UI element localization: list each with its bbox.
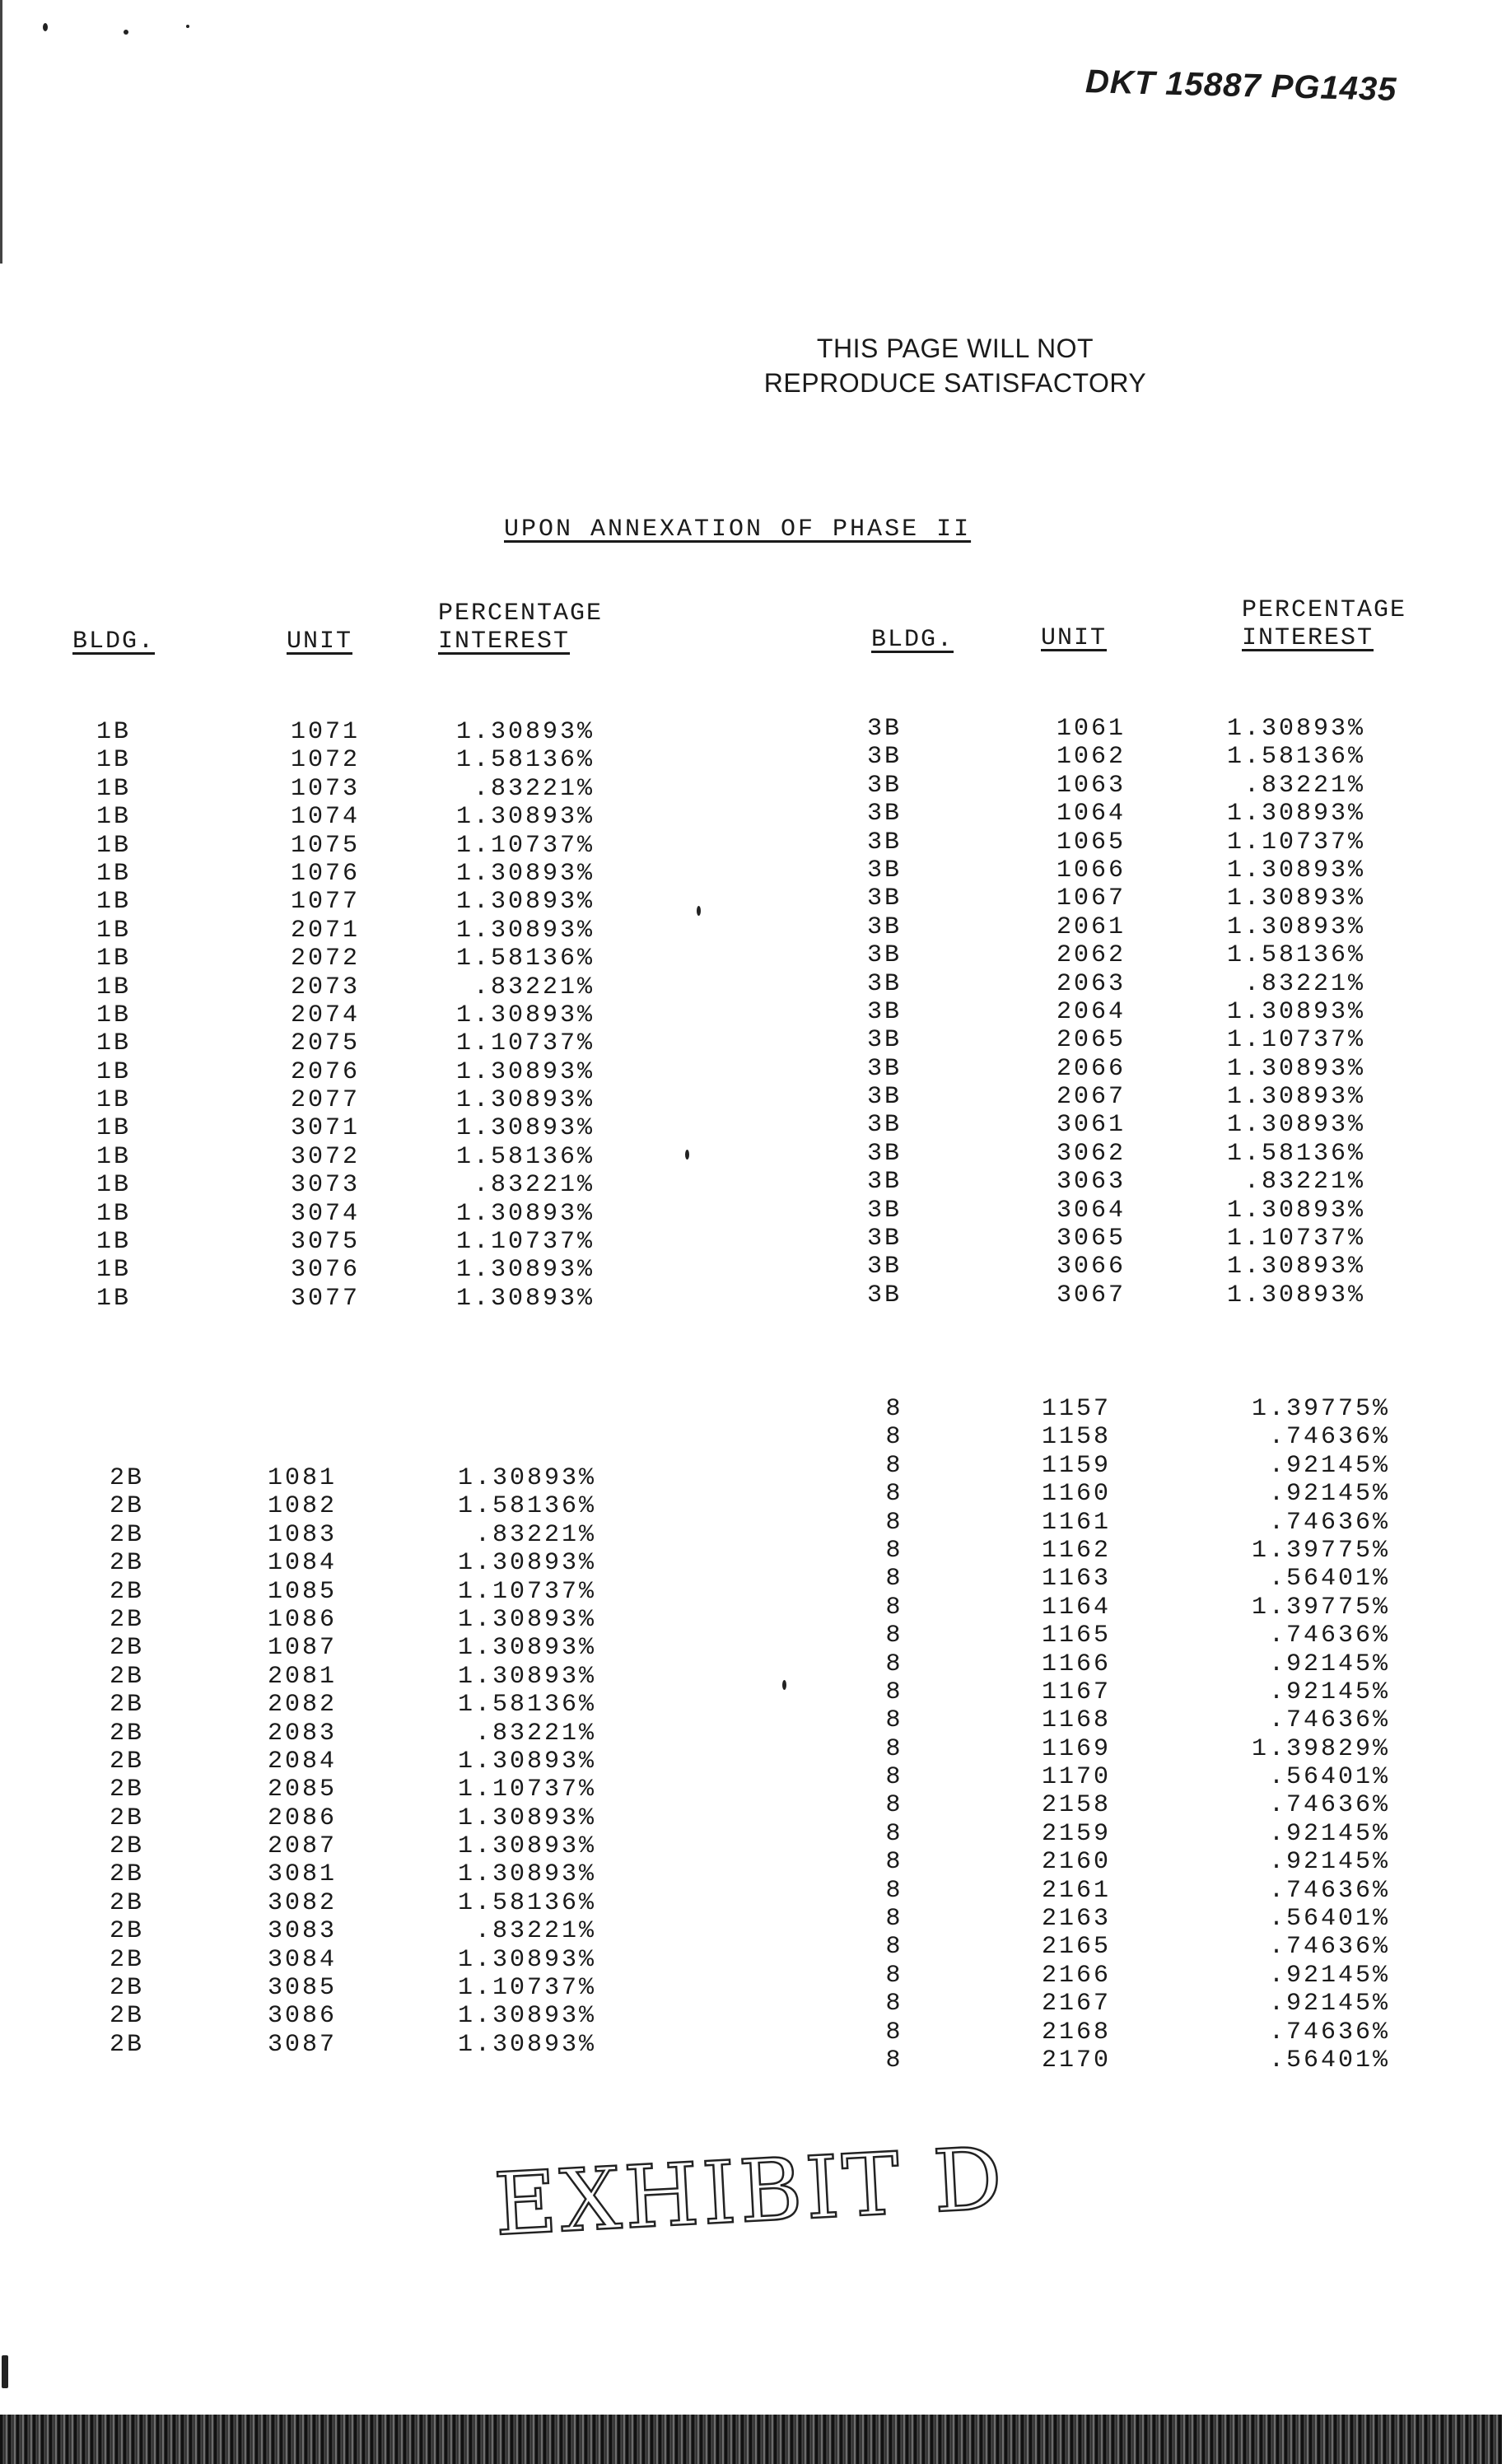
table-2b-bldg-cell: 2B	[109, 1945, 144, 1974]
table-8-percentage-cell: .92145%	[1268, 1819, 1390, 1848]
table-1b-unit-cell: 1077	[290, 888, 360, 917]
scan-speck	[43, 23, 48, 31]
table-1b-percentage-cell: 1.10737%	[455, 831, 595, 860]
table-2b-percentage-cell: 1.30893%	[457, 1832, 596, 1861]
table-2b-unit-cell: 1087	[267, 1634, 337, 1663]
table-3b-percentage-cell: 1.10737%	[1226, 1225, 1365, 1253]
table-3b-bldg-cell: 3B	[866, 1168, 902, 1197]
table-1b-unit-cell: 3077	[290, 1284, 360, 1313]
table-3b-unit-cell: 1065	[1056, 828, 1126, 856]
table-3b-bldg-cell: 3B	[866, 1196, 902, 1225]
table-3b-percentage-cell: 1.30893%	[1226, 997, 1365, 1026]
table-8-unit-cell: 1160	[1041, 1480, 1111, 1509]
table-1b-unit-cell: 1076	[290, 859, 360, 888]
table-8-percentage-cell: .74636%	[1268, 1706, 1390, 1735]
table-1b-unit-cell: 2072	[290, 945, 360, 973]
table-1b-unit-cell: 3076	[290, 1256, 360, 1285]
table-2b-unit-cell: 1082	[267, 1492, 337, 1521]
table-3b-bldg-cell: 3B	[866, 743, 902, 772]
table-1b-unit-cell: 3075	[290, 1228, 360, 1257]
table-1b-unit-cell: 2076	[290, 1057, 360, 1086]
table-1b-unit-cell: 1071	[290, 718, 360, 746]
table-2b-percentage-cell: 1.30893%	[457, 1549, 596, 1578]
table-8-unit-cell: 2167	[1041, 1990, 1111, 2018]
table-2b-bldg-cell: 2B	[109, 1804, 144, 1832]
table-8-percentage-cell: .56401%	[1268, 1565, 1390, 1594]
table-2b-unit-cell: 1084	[267, 1549, 337, 1578]
table-2b-percentage-cell: 1.30893%	[457, 1634, 596, 1663]
table-1b-percentage-cell: 1.30893%	[455, 859, 595, 888]
table-8-percentage-cell: .92145%	[1268, 1990, 1390, 2018]
table-1b-unit-cell: 1073	[290, 774, 360, 803]
page-title: UPON ANNEXATION OF PHASE II	[504, 516, 972, 544]
table-8-percentage-cell: .74636%	[1268, 2018, 1390, 2046]
table-8-bldg-cell: 8	[885, 1990, 903, 2018]
table-3b-bldg-cell: 3B	[866, 800, 902, 828]
table-1b-bldg-cell: 1B	[96, 973, 131, 1001]
table-8-percentage-cell: .92145%	[1268, 1650, 1390, 1678]
table-1b-bldg-cell: 1B	[96, 1171, 131, 1200]
table-8-percentage-cell: .74636%	[1268, 1933, 1390, 1962]
table-2b-percentage-cell: 1.10737%	[457, 1974, 596, 2003]
table-2b-bldg-cell: 2B	[109, 1605, 144, 1634]
table-8-percentage-cell: .92145%	[1268, 1451, 1390, 1480]
table-3b-percentage-column	[1194, 715, 1365, 1309]
table-1b-percentage-cell: 1.58136%	[455, 945, 595, 973]
table-8-bldg-cell: 8	[885, 1650, 903, 1678]
table-8-percentage-cell: 1.39775%	[1251, 1593, 1390, 1622]
table-8-unit-cell: 1167	[1041, 1678, 1111, 1706]
table-3b-percentage-cell: 1.30893%	[1226, 800, 1365, 828]
table-8-unit-cell: 2165	[1041, 1933, 1111, 1962]
table-3b-percentage-cell: 1.30893%	[1226, 1281, 1365, 1309]
table-2b-percentage-cell: .83221%	[474, 1719, 596, 1748]
table-2b-unit-cell: 2082	[267, 1691, 337, 1720]
table-3b-unit-cell: 2061	[1056, 912, 1126, 941]
table-8-unit-cell: 2160	[1041, 1848, 1111, 1877]
table-8-unit-cell: 2159	[1041, 1819, 1111, 1848]
table-8-percentage-cell: .92145%	[1268, 1480, 1390, 1509]
table-1b-unit-column	[280, 718, 371, 1313]
table-2b-percentage-cell: .83221%	[474, 1917, 596, 1946]
header-bldg-right: BLDG.	[871, 626, 954, 654]
table-3b-bldg-cell: 3B	[866, 1225, 902, 1253]
table-2b-bldg-cell: 2B	[109, 1662, 144, 1691]
table-3b-bldg-column	[851, 715, 917, 1309]
table-8-percentage-cell: .74636%	[1268, 1791, 1390, 1820]
table-8-bldg-cell: 8	[885, 1933, 903, 1962]
table-2b-percentage-cell: 1.58136%	[457, 1492, 596, 1521]
table-2b-percentage-cell: 1.30893%	[457, 1945, 596, 1974]
table-1b-bldg-cell: 1B	[96, 1284, 131, 1313]
table-1b-bldg-cell: 1B	[96, 1256, 131, 1285]
table-3b-percentage-cell: 1.58136%	[1226, 743, 1365, 772]
table-8-percentage-cell: .56401%	[1268, 1763, 1390, 1792]
table-1b-unit-cell: 2074	[290, 1001, 360, 1029]
table-8-percentage-cell: .92145%	[1268, 1678, 1390, 1706]
table-1b-percentage-cell: 1.30893%	[455, 1057, 595, 1086]
table-8-bldg-cell: 8	[885, 1423, 903, 1452]
table-3b-unit-cell: 3067	[1056, 1281, 1126, 1309]
table-2b-unit-column	[257, 1464, 348, 2059]
table-2b-unit-cell: 3086	[267, 2002, 337, 2031]
table-8-bldg-cell: 8	[885, 2046, 903, 2074]
table-2b-percentage-cell: 1.30893%	[457, 1605, 596, 1634]
table-1b-percentage-cell: 1.30893%	[455, 1284, 595, 1313]
header-bldg-left: BLDG.	[72, 628, 156, 656]
table-2b-bldg-cell: 2B	[109, 1577, 144, 1606]
table-8-bldg-cell: 8	[885, 1622, 903, 1650]
table-1b-bldg-cell: 1B	[96, 1086, 131, 1115]
table-2b-bldg-cell: 2B	[109, 1974, 144, 2003]
table-2b-percentage-cell: 1.58136%	[457, 1888, 596, 1917]
table-8-percentage-column	[1196, 1395, 1390, 2074]
table-1b-bldg-cell: 1B	[96, 1029, 131, 1058]
table-8-bldg-cell: 8	[885, 1734, 903, 1763]
table-3b-bldg-cell: 3B	[866, 1111, 902, 1140]
table-2b-unit-cell: 2084	[267, 1747, 337, 1776]
table-1b-percentage-cell: 1.30893%	[455, 888, 595, 917]
table-3b-unit-cell: 2067	[1056, 1083, 1126, 1112]
table-1b-percentage-cell: 1.30893%	[455, 1114, 595, 1143]
table-2b-unit-cell: 2083	[267, 1719, 337, 1748]
table-8-bldg-cell: 8	[885, 1876, 903, 1905]
table-1b-unit-cell: 1072	[290, 746, 360, 775]
table-2b-percentage-cell: .83221%	[474, 1520, 596, 1549]
table-3b-bldg-cell: 3B	[866, 912, 902, 941]
table-3b-percentage-cell: 1.58136%	[1226, 1139, 1365, 1168]
table-8-unit-cell: 2170	[1041, 2046, 1111, 2074]
table-8-bldg-cell: 8	[885, 1763, 903, 1792]
table-8-unit-cell: 1159	[1041, 1451, 1111, 1480]
table-3b-bldg-cell: 3B	[866, 715, 902, 743]
table-3b-unit-cell: 2063	[1056, 969, 1126, 998]
table-1b-unit-cell: 3073	[290, 1171, 360, 1200]
table-3b-unit-cell: 3062	[1056, 1139, 1126, 1168]
table-8-bldg-cell: 8	[885, 1395, 903, 1423]
table-2b-bldg-cell: 2B	[109, 1917, 144, 1946]
table-3b-bldg-cell: 3B	[866, 1083, 902, 1112]
table-2b-bldg-cell: 2B	[109, 2030, 144, 2059]
docket-page-number: DKT 15887 PG1435	[1085, 63, 1397, 108]
scan-speck	[685, 1150, 689, 1160]
table-8-unit-cell: 1166	[1041, 1650, 1111, 1678]
table-8-percentage-cell: .92145%	[1268, 1848, 1390, 1877]
reproduction-notice	[741, 331, 1169, 400]
table-8-unit-cell: 1161	[1041, 1508, 1111, 1537]
table-1b-bldg-cell: 1B	[96, 803, 131, 832]
table-8-percentage-cell: .74636%	[1268, 1622, 1390, 1650]
table-3b-unit-cell: 1067	[1056, 884, 1126, 913]
table-1b-percentage-cell: .83221%	[473, 774, 595, 803]
table-2b-unit-cell: 3084	[267, 1945, 337, 1974]
table-2b-bldg-cell: 2B	[109, 1634, 144, 1663]
table-8-percentage-cell: 1.39775%	[1251, 1395, 1390, 1423]
table-1b-percentage-cell: .83221%	[473, 1171, 595, 1200]
table-3b-unit-cell: 3066	[1056, 1253, 1126, 1281]
table-3b-bldg-cell: 3B	[866, 997, 902, 1026]
table-1b-bldg-cell: 1B	[96, 831, 131, 860]
table-2b-bldg-cell: 2B	[109, 1464, 144, 1492]
table-1b-unit-cell: 2077	[290, 1086, 360, 1115]
table-3b-bldg-cell: 3B	[866, 771, 902, 800]
table-8-bldg-cell: 8	[885, 1905, 903, 1934]
table-8-bldg-cell: 8	[885, 1848, 903, 1877]
notice-line-1: THIS PAGE WILL NOT	[816, 334, 1094, 363]
table-3b-bldg-cell: 3B	[866, 828, 902, 856]
table-8-percentage-cell: .74636%	[1268, 1508, 1390, 1537]
table-2b-unit-cell: 2087	[267, 1832, 337, 1861]
table-8-bldg-cell: 8	[885, 1536, 903, 1565]
notice-line-2: REPRODUCE SATISFACTORY	[763, 368, 1147, 398]
table-1b-unit-cell: 2073	[290, 973, 360, 1001]
table-2b-percentage-cell: 1.30893%	[457, 2002, 596, 2031]
table-8-unit-cell: 1165	[1041, 1622, 1111, 1650]
table-2b-unit-cell: 3082	[267, 1888, 337, 1917]
table-2b-bldg-cell: 2B	[109, 1549, 144, 1578]
scan-noise-bar	[0, 2415, 1502, 2464]
table-8-percentage-cell: .56401%	[1268, 1905, 1390, 1934]
header-percentage-right: PERCENTAGE INTEREST	[1242, 596, 1407, 652]
table-3b-unit-cell: 3064	[1056, 1196, 1126, 1225]
table-1b-percentage-cell: .83221%	[473, 973, 595, 1001]
table-2b-percentage-cell: 1.30893%	[457, 2030, 596, 2059]
table-2b-percentage-cell: 1.30893%	[457, 1804, 596, 1832]
table-2b-percentage-cell: 1.10737%	[457, 1577, 596, 1606]
table-3b-unit-cell: 3063	[1056, 1168, 1126, 1197]
table-1b-bldg-column	[81, 718, 147, 1313]
table-8-unit-cell: 2166	[1041, 1961, 1111, 1990]
table-1b-percentage-cell: 1.30893%	[455, 916, 595, 945]
table-2b-bldg-column	[94, 1464, 160, 2059]
table-3b-bldg-cell: 3B	[866, 884, 902, 913]
table-2b-percentage-cell: 1.30893%	[457, 1860, 596, 1889]
table-8-unit-cell: 2168	[1041, 2018, 1111, 2046]
table-3b-percentage-cell: 1.58136%	[1226, 941, 1365, 970]
table-1b-percentage-cell: 1.58136%	[455, 1142, 595, 1171]
table-1b-percentage-cell: 1.30893%	[455, 803, 595, 832]
table-2b-unit-cell: 3081	[267, 1860, 337, 1889]
scan-speck	[697, 906, 701, 916]
table-2b-percentage-cell: 1.58136%	[457, 1691, 596, 1720]
table-2b-percentage-cell: 1.30893%	[457, 1464, 596, 1492]
table-2b-bldg-cell: 2B	[109, 1492, 144, 1521]
table-1b-unit-cell: 1074	[290, 803, 360, 832]
table-1b-unit-cell: 3074	[290, 1199, 360, 1228]
table-1b-bldg-cell: 1B	[96, 888, 131, 917]
table-8-unit-cell: 1162	[1041, 1536, 1111, 1565]
table-3b-percentage-cell: .83221%	[1243, 969, 1365, 998]
table-3b-unit-cell: 1066	[1056, 856, 1126, 884]
table-3b-bldg-cell: 3B	[866, 856, 902, 884]
table-1b-percentage-cell: 1.10737%	[455, 1029, 595, 1058]
table-8-percentage-cell: 1.39775%	[1251, 1536, 1390, 1565]
table-1b-percentage-cell: 1.30893%	[455, 1199, 595, 1228]
table-8-unit-cell: 1168	[1041, 1706, 1111, 1735]
scan-speck	[2, 2355, 8, 2388]
table-2b-unit-cell: 2081	[267, 1662, 337, 1691]
table-1b-bldg-cell: 1B	[96, 859, 131, 888]
table-8-unit-cell: 2163	[1041, 1905, 1111, 1934]
table-1b-percentage-cell: 1.58136%	[455, 746, 595, 775]
table-2b-bldg-cell: 2B	[109, 1520, 144, 1549]
table-8-unit-cell: 1163	[1041, 1565, 1111, 1594]
table-1b-bldg-cell: 1B	[96, 1001, 131, 1029]
table-2b-bldg-cell: 2B	[109, 1719, 144, 1748]
table-1b-percentage-cell: 1.30893%	[455, 1256, 595, 1285]
table-8-bldg-cell: 8	[885, 1961, 903, 1990]
table-2b-bldg-cell: 2B	[109, 1747, 144, 1776]
table-8-unit-cell: 1170	[1041, 1763, 1111, 1792]
table-1b-percentage-cell: 1.30893%	[455, 1086, 595, 1115]
table-8-bldg-cell: 8	[885, 1508, 903, 1537]
table-1b-bldg-cell: 1B	[96, 1114, 131, 1143]
table-3b-percentage-cell: 1.30893%	[1226, 884, 1365, 913]
table-2b-bldg-cell: 2B	[109, 1832, 144, 1861]
table-3b-percentage-cell: 1.30893%	[1226, 912, 1365, 941]
table-1b-unit-cell: 2071	[290, 916, 360, 945]
table-3b-bldg-cell: 3B	[866, 941, 902, 970]
table-8-bldg-cell: 8	[885, 1791, 903, 1820]
table-3b-percentage-cell: 1.10737%	[1226, 1026, 1365, 1055]
table-3b-unit-cell: 3065	[1056, 1225, 1126, 1253]
table-2b-unit-cell: 3083	[267, 1917, 337, 1946]
table-2b-unit-cell: 2086	[267, 1804, 337, 1832]
table-8-percentage-cell: 1.39829%	[1251, 1734, 1390, 1763]
table-1b-percentage-column	[430, 718, 595, 1313]
table-8-bldg-cell: 8	[885, 1480, 903, 1509]
table-1b-bldg-cell: 1B	[96, 1199, 131, 1228]
table-8-percentage-cell: .92145%	[1268, 1961, 1390, 1990]
table-3b-bldg-cell: 3B	[866, 1139, 902, 1168]
table-1b-bldg-cell: 1B	[96, 945, 131, 973]
header-unit-right: UNIT	[1041, 624, 1108, 652]
table-1b-unit-cell: 3072	[290, 1142, 360, 1171]
table-8-unit-cell: 2158	[1041, 1791, 1111, 1820]
table-1b-unit-cell: 3071	[290, 1114, 360, 1143]
table-1b-unit-cell: 1075	[290, 831, 360, 860]
table-8-unit-column	[1031, 1395, 1122, 2074]
table-2b-unit-cell: 1081	[267, 1464, 337, 1492]
table-3b-unit-cell: 1062	[1056, 743, 1126, 772]
table-2b-bldg-cell: 2B	[109, 1860, 144, 1889]
table-1b-bldg-cell: 1B	[96, 718, 131, 746]
table-8-percentage-cell: .56401%	[1268, 2046, 1390, 2074]
table-3b-unit-column	[1046, 715, 1136, 1309]
table-8-bldg-cell: 8	[885, 1706, 903, 1735]
table-2b-bldg-cell: 2B	[109, 1888, 144, 1917]
table-3b-percentage-cell: 1.30893%	[1226, 715, 1365, 743]
table-1b-percentage-cell: 1.30893%	[455, 718, 595, 746]
table-3b-unit-cell: 1063	[1056, 771, 1126, 800]
table-8-unit-cell: 1158	[1041, 1423, 1111, 1452]
table-1b-unit-cell: 2075	[290, 1029, 360, 1058]
table-3b-bldg-cell: 3B	[866, 1281, 902, 1309]
table-1b-bldg-cell: 1B	[96, 774, 131, 803]
table-3b-unit-cell: 1064	[1056, 800, 1126, 828]
table-8-bldg-column	[871, 1395, 917, 2074]
header-unit-left: UNIT	[287, 628, 353, 656]
table-2b-unit-cell: 1086	[267, 1605, 337, 1634]
table-8-bldg-cell: 8	[885, 1678, 903, 1706]
table-3b-unit-cell: 2064	[1056, 997, 1126, 1026]
table-3b-percentage-cell: 1.10737%	[1226, 828, 1365, 856]
table-2b-bldg-cell: 2B	[109, 2002, 144, 2031]
table-3b-percentage-cell: .83221%	[1243, 1168, 1365, 1197]
table-1b-bldg-cell: 1B	[96, 1142, 131, 1171]
table-3b-percentage-cell: 1.30893%	[1226, 856, 1365, 884]
table-3b-bldg-cell: 3B	[866, 1054, 902, 1083]
table-8-bldg-cell: 8	[885, 1819, 903, 1848]
table-8-percentage-cell: .74636%	[1268, 1876, 1390, 1905]
table-3b-bldg-cell: 3B	[866, 969, 902, 998]
scan-speck	[186, 25, 189, 28]
table-8-unit-cell: 1169	[1041, 1734, 1111, 1763]
scan-speck	[124, 30, 128, 35]
table-3b-bldg-cell: 3B	[866, 1253, 902, 1281]
table-3b-unit-cell: 2066	[1056, 1054, 1126, 1083]
table-8-unit-cell: 1157	[1041, 1395, 1111, 1423]
table-1b-bldg-cell: 1B	[96, 746, 131, 775]
table-2b-unit-cell: 1083	[267, 1520, 337, 1549]
table-8-percentage-cell: .74636%	[1268, 1423, 1390, 1452]
table-3b-unit-cell: 2062	[1056, 941, 1126, 970]
header-percentage-left: PERCENTAGE INTEREST	[438, 600, 604, 656]
table-2b-percentage-column	[431, 1464, 596, 2059]
table-2b-unit-cell: 3087	[267, 2030, 337, 2059]
table-8-bldg-cell: 8	[885, 1565, 903, 1594]
table-2b-percentage-cell: 1.10737%	[457, 1776, 596, 1804]
table-2b-bldg-cell: 2B	[109, 1776, 144, 1804]
table-8-unit-cell: 2161	[1041, 1876, 1111, 1905]
table-8-bldg-cell: 8	[885, 2018, 903, 2046]
scan-edge-line	[0, 0, 2, 264]
table-3b-bldg-cell: 3B	[866, 1026, 902, 1055]
table-8-bldg-cell: 8	[885, 1593, 903, 1622]
table-2b-unit-cell: 1085	[267, 1577, 337, 1606]
scan-speck	[782, 1680, 786, 1690]
table-2b-unit-cell: 2085	[267, 1776, 337, 1804]
table-2b-bldg-cell: 2B	[109, 1691, 144, 1720]
table-3b-percentage-cell: 1.30893%	[1226, 1083, 1365, 1112]
table-3b-percentage-cell: 1.30893%	[1226, 1054, 1365, 1083]
table-1b-bldg-cell: 1B	[96, 1057, 131, 1086]
table-8-unit-cell: 1164	[1041, 1593, 1111, 1622]
table-3b-percentage-cell: .83221%	[1243, 771, 1365, 800]
table-1b-bldg-cell: 1B	[96, 916, 131, 945]
table-2b-percentage-cell: 1.30893%	[457, 1662, 596, 1691]
table-8-bldg-cell: 8	[885, 1451, 903, 1480]
table-1b-percentage-cell: 1.30893%	[455, 1001, 595, 1029]
table-2b-unit-cell: 3085	[267, 1974, 337, 2003]
table-1b-percentage-cell: 1.10737%	[455, 1228, 595, 1257]
table-1b-bldg-cell: 1B	[96, 1228, 131, 1257]
table-3b-percentage-cell: 1.30893%	[1226, 1253, 1365, 1281]
table-3b-unit-cell: 1061	[1056, 715, 1126, 743]
exhibit-stamp: EXHIBIT D	[492, 2127, 1008, 2256]
table-2b-percentage-cell: 1.30893%	[457, 1747, 596, 1776]
table-3b-percentage-cell: 1.30893%	[1226, 1111, 1365, 1140]
table-3b-percentage-cell: 1.30893%	[1226, 1196, 1365, 1225]
table-3b-unit-cell: 2065	[1056, 1026, 1126, 1055]
table-3b-unit-cell: 3061	[1056, 1111, 1126, 1140]
